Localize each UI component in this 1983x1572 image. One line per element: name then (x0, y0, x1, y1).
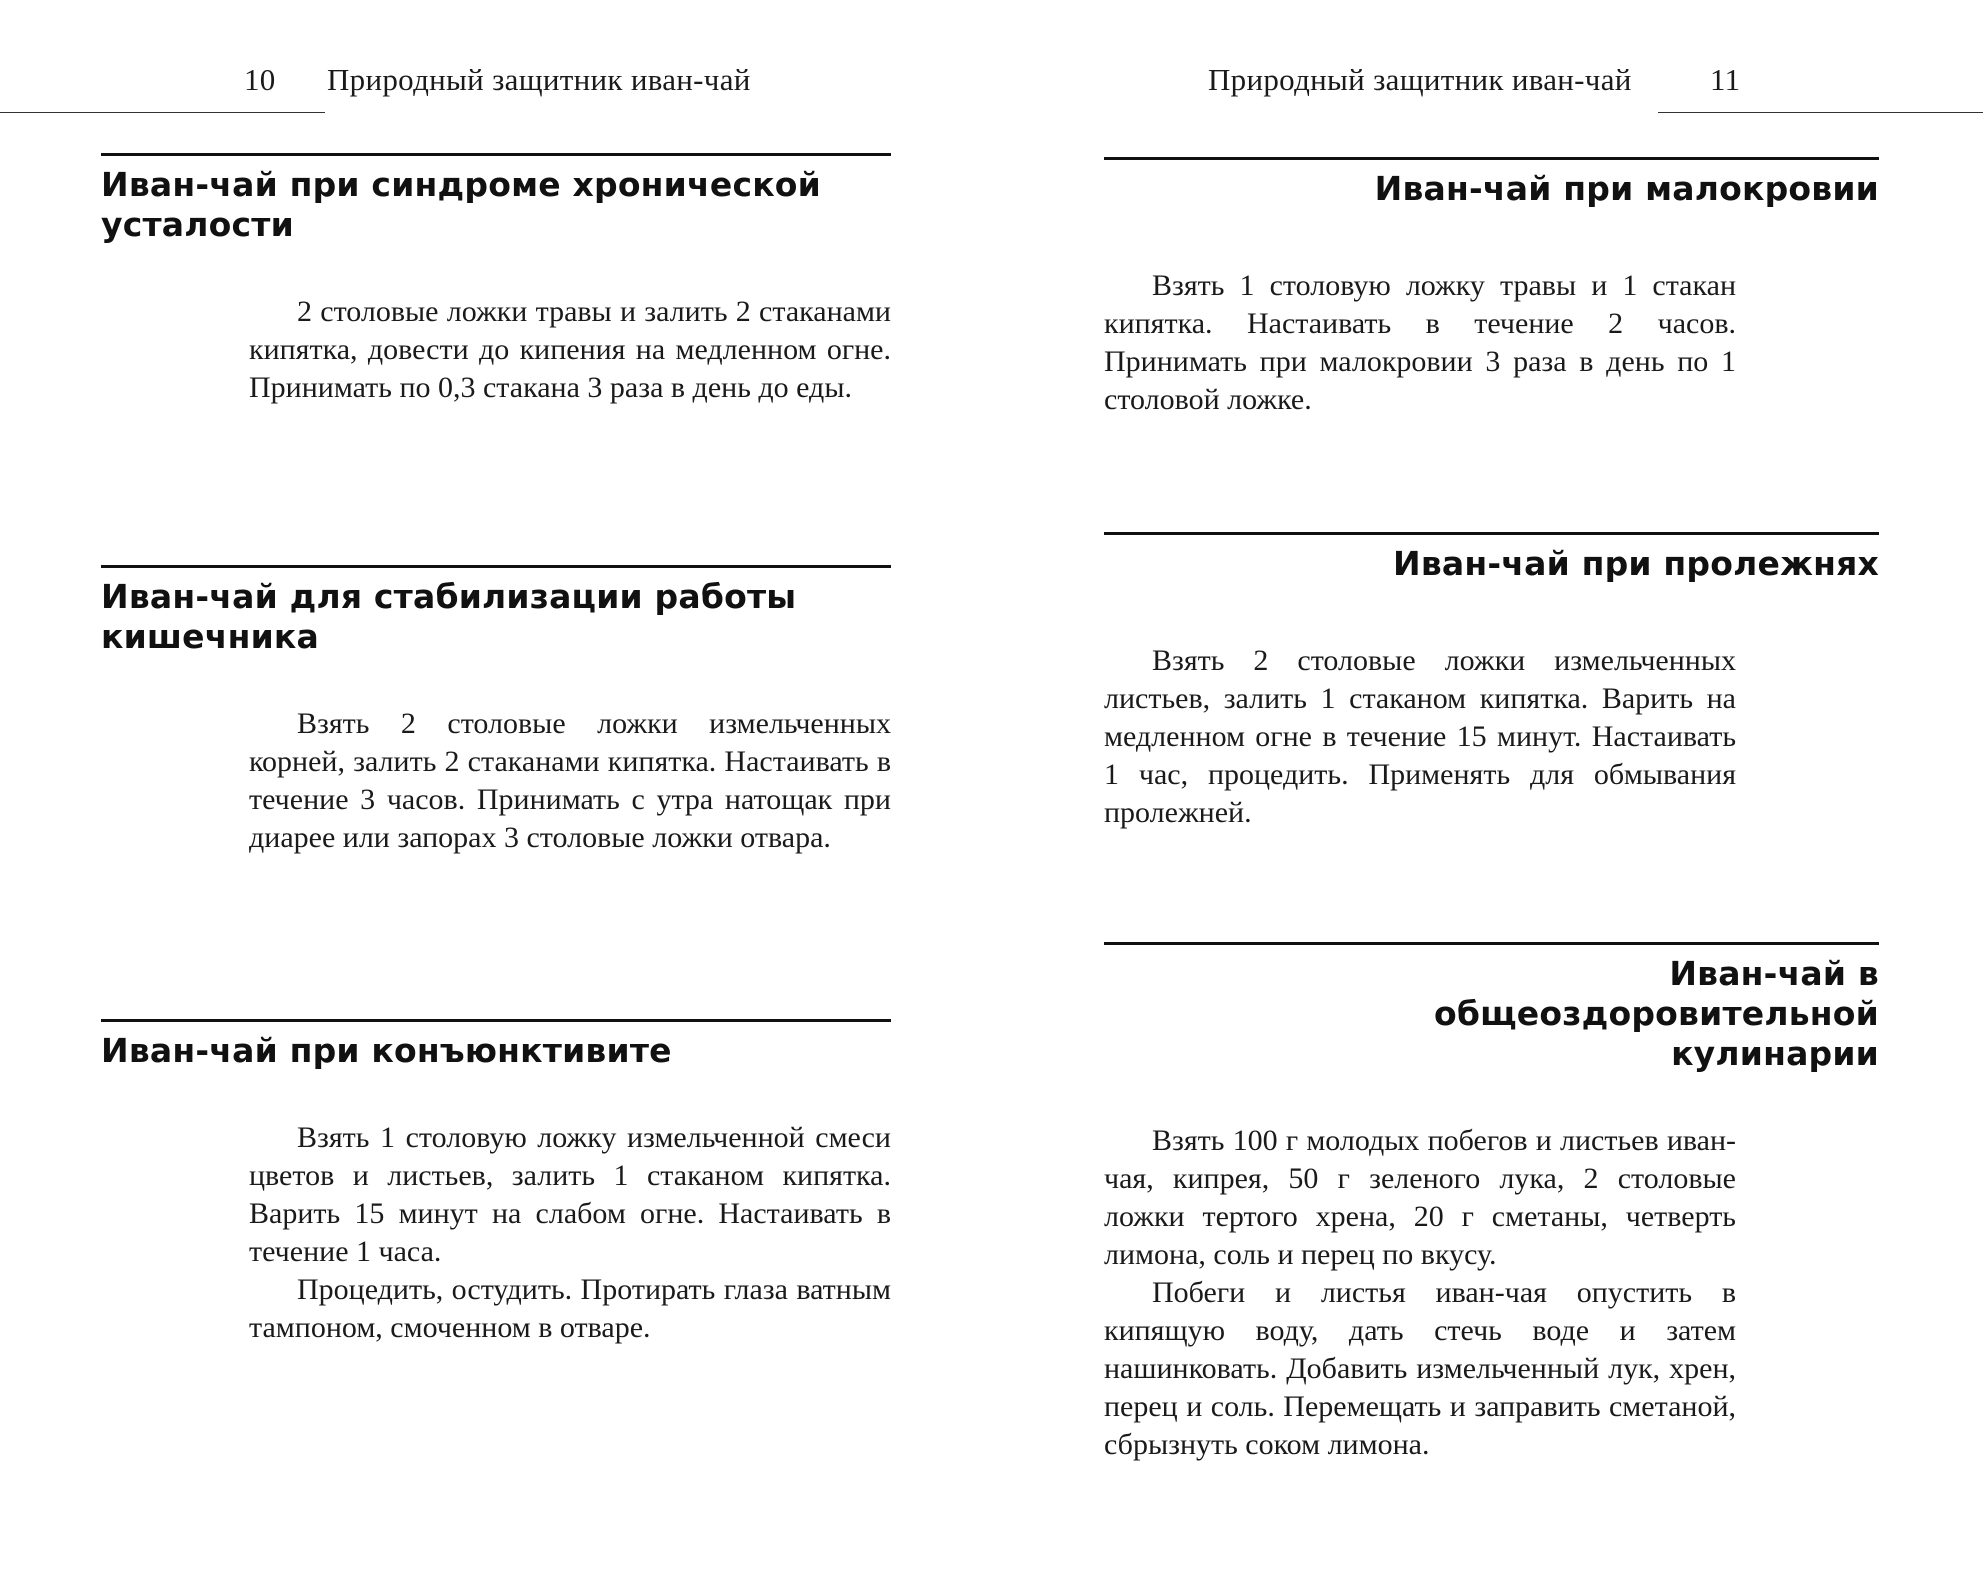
section-title: Иван-чай при малокровии (1374, 169, 1879, 208)
section-chronic-fatigue (101, 153, 891, 407)
header-rule (0, 112, 325, 113)
section-body (1104, 642, 1736, 832)
section-intestine (101, 565, 891, 857)
section-anemia (1104, 157, 1879, 419)
paragraph: Взять 1 столовую ложку травы и 1 стакан кипятка. Настаивать в течение 2 часов. Принимать при малокровии 3 раза в день по 1 столовой ложке. (1104, 269, 1736, 416)
section-culinary (1104, 942, 1879, 1464)
paragraph: 2 столовые ложки травы и залить 2 стаканами кипятка, довести до кипения на медленном огне. Принимать по 0,3 стакана 3 раза в день до еды. (249, 295, 891, 404)
header-rule (1658, 112, 1983, 113)
paragraph: Взять 2 столовые ложки измельченных листьев, залить 1 стаканом кипятка. Варить на медленном огне в течение 15 минут. Настаивать 1 час, процедить. Применять для обмывания пролежней. (1104, 644, 1736, 829)
running-title: Природный защитник иван-чай (1208, 62, 1632, 97)
section-body (101, 293, 891, 407)
right-page (992, 0, 1983, 1572)
page-number: 10 (244, 62, 276, 97)
page-number: 11 (1710, 62, 1741, 97)
section-bedsores (1104, 532, 1879, 832)
section-title: Иван-чай в общеоздоровительной кулинарии (1434, 954, 1879, 1073)
paragraph: Взять 100 г молодых побегов и листьев иван-чая, кипрея, 50 г зеленого лука, 2 столовые ложки тертого хрена, 20 г сметаны, четверть лимона, соль и перец по вкусу. (1104, 1124, 1736, 1271)
section-title: Иван-чай для стабилизации работы кишечника (101, 577, 797, 656)
section-body (1104, 267, 1736, 419)
left-page (0, 0, 991, 1572)
section-title: Иван-чай при пролежнях (1393, 544, 1879, 583)
running-title: Природный защитник иван-чай (327, 62, 751, 97)
section-body (1104, 1122, 1736, 1464)
paragraph: Взять 1 столовую ложку измельченной смеси цветов и листьев, залить 1 стаканом кипятка. Варить 15 минут на слабом огне. Настаивать в течение 1 часа. (249, 1121, 891, 1268)
section-title: Иван-чай при конъюнктивите (101, 1031, 672, 1070)
paragraph: Побеги и листья иван-чая опустить в кипящую воду, дать стечь воде и затем нашинковать. Добавить измельченный лук, хрен, перец и соль. Перемещать и заправить сметаной, сбрызнуть соком лимона. (1104, 1276, 1736, 1461)
section-body (101, 705, 891, 857)
section-conjunctivitis (101, 1019, 891, 1347)
section-title: Иван-чай при синдроме хронической усталости (101, 165, 821, 244)
paragraph: Взять 2 столовые ложки измельченных корней, залить 2 стаканами кипятка. Настаивать в течение 3 часов. Принимать с утра натощак при диарее или запорах 3 столовые ложки отвара. (249, 707, 891, 854)
paragraph: Процедить, остудить. Протирать глаза ватным тампоном, смоченном в отваре. (249, 1273, 891, 1344)
section-body (101, 1119, 891, 1347)
